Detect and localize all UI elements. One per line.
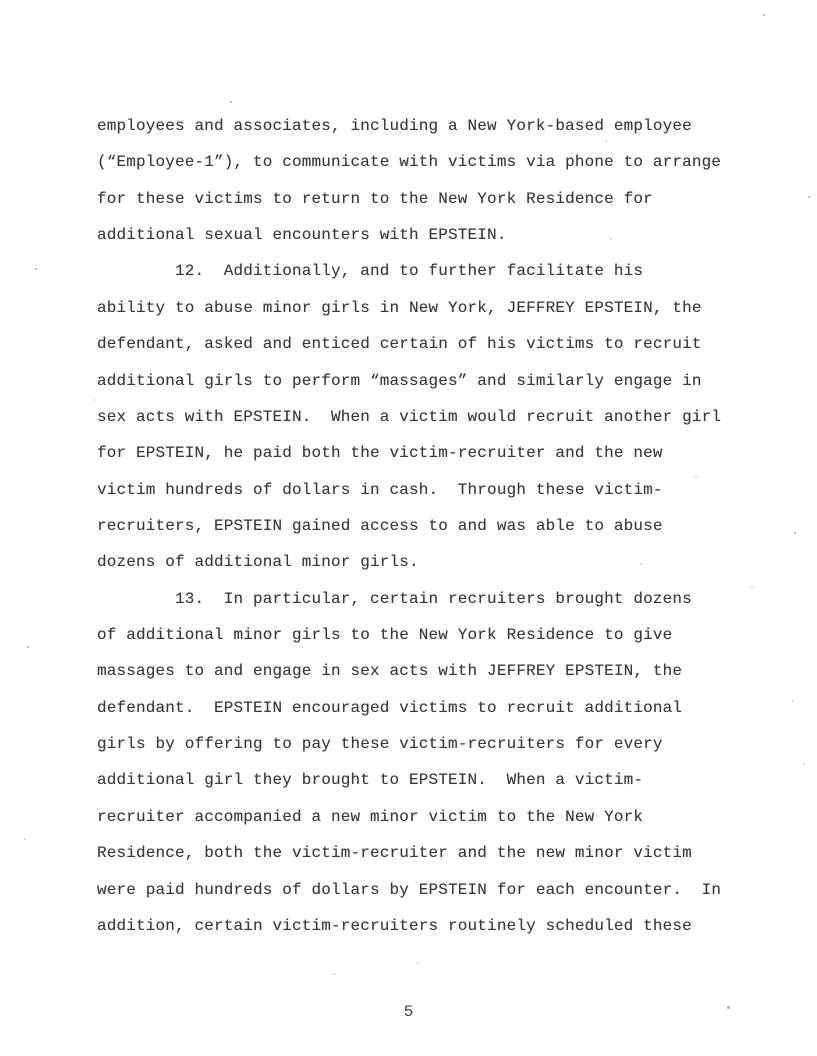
scan-speck — [751, 586, 753, 588]
document-line: ability to abuse minor girls in New York, JEFFREY EPSTEIN, the — [97, 298, 702, 317]
document-line: massages to and engage in sex acts with JEFFREY EPSTEIN, the — [97, 662, 683, 681]
document-line: defendant. EPSTEIN encouraged victims to recruit additional — [97, 698, 683, 717]
document-line: defendant, asked and enticed certain of his victims to recruit — [97, 335, 702, 354]
scan-speck — [794, 532, 796, 534]
scan-speck — [640, 563, 642, 565]
document-line: (“Employee-1”), to communicate with victims via phone to arrange — [97, 153, 722, 172]
scan-speck — [803, 763, 805, 765]
document-body — [97, 108, 757, 944]
document-line: of additional minor girls to the New York Residence to give — [97, 626, 673, 645]
scan-speck — [792, 700, 794, 702]
scan-speck — [230, 101, 232, 103]
document-line: additional sexual encounters with EPSTEIN. — [97, 226, 507, 245]
document-line: addition, certain victim-recruiters routinely scheduled these — [97, 916, 692, 935]
scan-speck — [763, 14, 765, 16]
scan-speck — [727, 1006, 730, 1009]
scan-speck — [605, 140, 607, 142]
document-line: employees and associates, including a New York-based employee — [97, 117, 692, 135]
scan-speck — [610, 238, 612, 240]
scan-speck — [808, 196, 810, 198]
document-line: for EPSTEIN, he paid both the victim-recruiter and the new — [97, 444, 663, 463]
document-line: for these victims to return to the New York Residence for — [97, 189, 653, 208]
scan-speck — [24, 838, 26, 840]
document-line: were paid hundreds of dollars by EPSTEIN for each encounter. In — [97, 880, 722, 899]
scan-speck — [417, 962, 419, 964]
document-line: victim hundreds of dollars in cash. Through these victim- — [97, 480, 663, 499]
document-line: additional girls to perform “massages” and similarly engage in — [97, 371, 702, 390]
scan-speck — [27, 646, 29, 648]
document-line: additional girl they brought to EPSTEIN. When a victim- — [97, 771, 644, 790]
scan-speck — [35, 268, 37, 270]
scan-speck — [333, 973, 335, 975]
document-line: Residence, both the victim-recruiter and the new minor victim — [97, 844, 692, 863]
page-number: 5 — [403, 1003, 414, 1021]
document-line-paragraph-12-start: 12. Additionally, and to further facilitate his — [97, 262, 644, 281]
document-line: dozens of additional minor girls. — [97, 553, 419, 572]
document-line: recruiters, EPSTEIN gained access to and was able to abuse — [97, 516, 663, 535]
scan-speck — [506, 444, 508, 446]
document-line-paragraph-13-start: 13. In particular, certain recruiters brought dozens — [97, 589, 692, 608]
scan-speck — [93, 399, 95, 401]
document-line: girls by offering to pay these victim-recruiters for every — [97, 735, 663, 754]
document-line: recruiter accompanied a new minor victim to the New York — [97, 807, 644, 826]
document-line: sex acts with EPSTEIN. When a victim would recruit another girl — [97, 407, 722, 426]
scan-speck — [695, 476, 697, 478]
